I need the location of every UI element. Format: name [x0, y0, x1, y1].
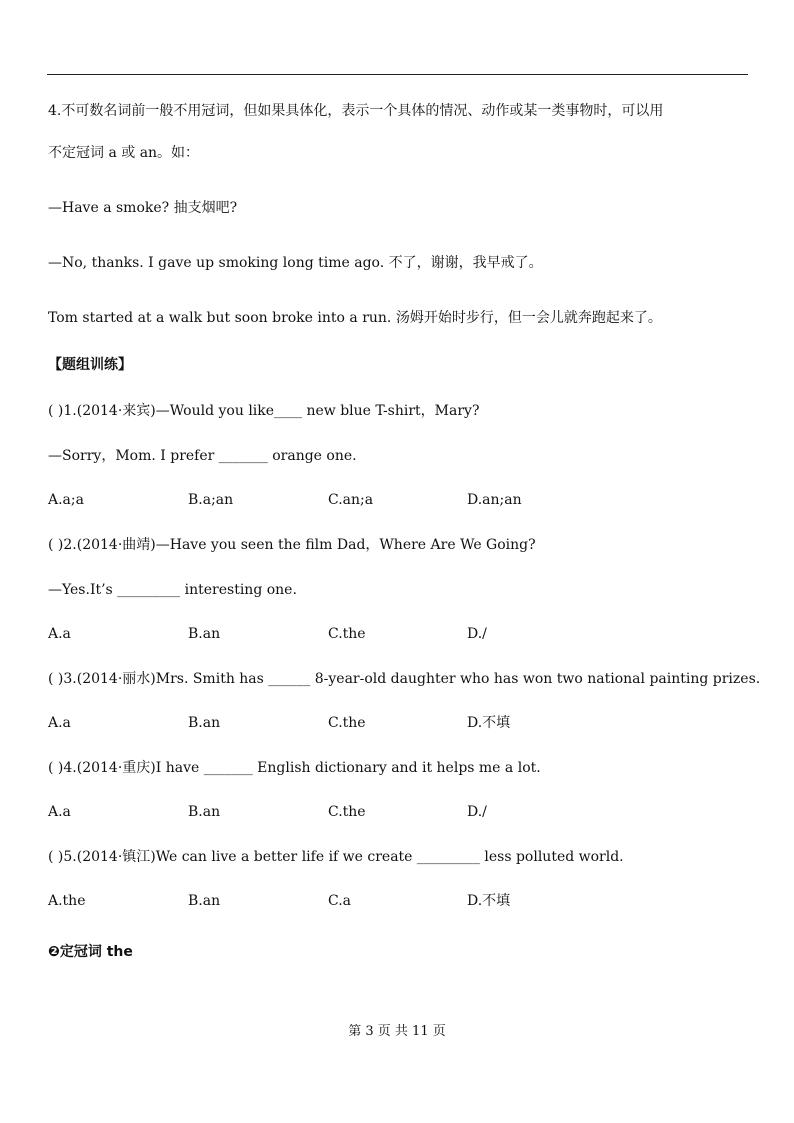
question-1-line-1: ( )1.(2014·来宾)—Would you like____ new blue T-shirt，Mary?: [48, 403, 480, 419]
option-c[interactable]: C.the: [328, 804, 366, 820]
option-a[interactable]: A.a: [48, 715, 71, 731]
option-b[interactable]: B.an: [188, 893, 221, 909]
header-rule: [47, 74, 748, 75]
option-a[interactable]: A.the: [48, 893, 86, 909]
example-line-1: —Have a smoke? 抽支烟吧?: [48, 200, 238, 216]
page-footer: 第 3 页 共 11 页: [348, 1024, 446, 1039]
option-d[interactable]: D.不填: [467, 893, 511, 909]
option-c[interactable]: C.the: [328, 626, 366, 642]
option-b[interactable]: B.an: [188, 804, 221, 820]
option-b[interactable]: B.a;an: [188, 492, 234, 508]
rule-text-line-2: 不定冠词 a 或 an。如：: [48, 145, 200, 161]
question-1-line-2: —Sorry，Mom. I prefer _______ orange one.: [48, 448, 357, 464]
option-d[interactable]: D./: [467, 804, 487, 820]
option-d[interactable]: D./: [467, 626, 487, 642]
option-c[interactable]: C.an;a: [328, 492, 374, 508]
option-b[interactable]: B.an: [188, 715, 221, 731]
question-5-line-1: ( )5.(2014·镇江)We can live a better life if we create _________ less polluted world.: [48, 849, 624, 865]
next-section-title: ❷定冠词 the: [48, 944, 133, 960]
option-d[interactable]: D.an;an: [467, 492, 522, 508]
rule-text-line-1: 4.不可数名词前一般不用冠词，但如果具体化，表示一个具体的情况、动作或某一类事物时，可以用: [48, 103, 664, 119]
option-a[interactable]: A.a: [48, 626, 71, 642]
section-title: 【题组训练】: [48, 357, 132, 373]
option-b[interactable]: B.an: [188, 626, 221, 642]
question-2-line-1: ( )2.(2014·曲靖)—Have you seen the film Dad，Where Are We Going?: [48, 537, 536, 553]
option-a[interactable]: A.a;a: [48, 492, 84, 508]
option-c[interactable]: C.a: [328, 893, 352, 909]
example-line-2: —No, thanks. I gave up smoking long time ago. 不了，谢谢，我早戒了。: [48, 255, 543, 271]
question-4-line-1: ( )4.(2014·重庆)I have _______ English dictionary and it helps me a lot.: [48, 760, 541, 776]
example-line-3: Tom started at a walk but soon broke into a run. 汤姆开始时步行，但一会儿就奔跑起来了。: [48, 310, 662, 326]
option-c[interactable]: C.the: [328, 715, 366, 731]
question-3-line-1: ( )3.(2014·丽水)Mrs. Smith has ______ 8-year-old daughter who has won two national painting prizes.: [48, 671, 761, 687]
option-a[interactable]: A.a: [48, 804, 71, 820]
question-2-line-2: —Yes.It’s _________ interesting one.: [48, 582, 297, 598]
option-d[interactable]: D.不填: [467, 715, 511, 731]
